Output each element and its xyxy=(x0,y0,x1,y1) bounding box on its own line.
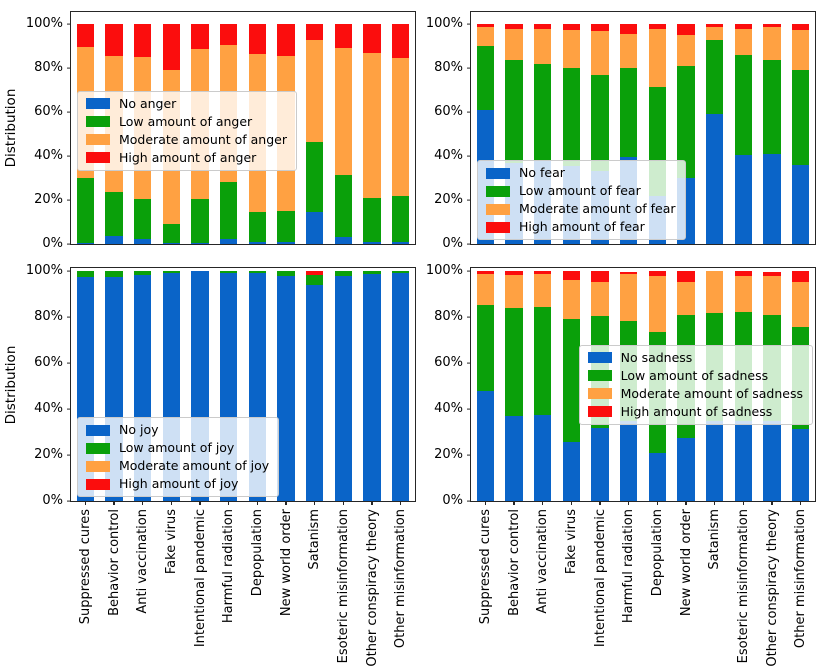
x-tick-label-anti-vaccination: Anti vaccination xyxy=(135,509,151,614)
stacked-bar xyxy=(363,24,380,244)
segment-no-joy xyxy=(306,285,323,501)
legend-entry xyxy=(86,96,287,112)
segment-no-sadness xyxy=(649,453,666,501)
y-axis-label: Distribution xyxy=(3,88,19,168)
segment-low-amount-of-fear xyxy=(591,75,608,172)
y-tick-label: 100% xyxy=(25,16,63,32)
x-tick-mark xyxy=(85,501,86,505)
bar-suppressed-cures-sadness xyxy=(471,271,500,501)
x-tick-label-intentional-pandemic: Intentional pandemic xyxy=(192,509,208,648)
x-tick-mark xyxy=(685,501,686,505)
y-tick-label: 0% xyxy=(42,493,63,508)
bar-other-misinformation-anger xyxy=(386,24,415,244)
x-tick-labels xyxy=(71,509,415,667)
x-tick-label-other-conspiracy-theory: Other conspiracy theory xyxy=(364,509,380,667)
segment-high-amount-of-anger xyxy=(134,24,151,57)
bar-other-misinformation-fear xyxy=(786,24,815,244)
x-tick-label-behavior-control: Behavior control xyxy=(106,509,122,616)
x-tick-mark xyxy=(371,501,372,505)
segment-high-amount-of-fear xyxy=(620,24,637,34)
x-tick-mark xyxy=(771,501,772,505)
x-tick-mark xyxy=(142,501,143,505)
x-tick-label-harmful-radiation: Harmful radiation xyxy=(221,509,237,624)
x-tick-mark xyxy=(228,501,229,505)
stacked-bar xyxy=(792,24,809,244)
segment-low-amount-of-anger xyxy=(163,224,180,243)
segment-high-amount-of-anger xyxy=(191,24,208,49)
legend-swatch-orange xyxy=(588,388,612,399)
legend-swatch-orange xyxy=(486,204,510,215)
x-tick-label-depopulation: Depopulation xyxy=(249,509,265,597)
legend-label: Low amount of joy xyxy=(119,440,235,455)
segment-moderate-amount-of-sadness xyxy=(620,274,637,321)
bar-satanism-joy xyxy=(300,271,329,501)
x-tick-label-harmful-radiation: Harmful radiation xyxy=(621,509,637,624)
segment-no-sadness xyxy=(763,421,780,501)
y-axis-label: Distribution xyxy=(3,345,19,424)
bar-behavior-control-sadness xyxy=(500,271,529,501)
legend-swatch-blue xyxy=(486,168,510,179)
y-tick-label: 80% xyxy=(34,60,63,76)
segment-high-amount-of-sadness xyxy=(563,271,580,279)
legend-joy xyxy=(77,417,279,497)
legend-label: No anger xyxy=(119,95,177,111)
legend-entry xyxy=(588,368,803,384)
legend-label: No joy xyxy=(119,422,159,437)
y-tick-label: 40% xyxy=(34,401,63,417)
y-tick-label: 20% xyxy=(434,447,463,463)
y-tick-label: 80% xyxy=(434,60,463,76)
segment-no-anger xyxy=(163,243,180,244)
legend-swatch-orange xyxy=(86,461,110,472)
segment-moderate-amount-of-sadness xyxy=(591,282,608,316)
bar-satanism-fear xyxy=(700,24,729,244)
bar-esoteric-misinformation-anger xyxy=(329,24,358,244)
segment-high-amount-of-fear xyxy=(677,24,694,35)
y-tick-label: 20% xyxy=(34,447,63,463)
segment-moderate-amount-of-anger xyxy=(392,58,409,195)
segment-moderate-amount-of-anger xyxy=(363,53,380,198)
legend-label: Moderate amount of anger xyxy=(119,131,287,147)
x-tick-mark xyxy=(285,501,286,505)
legend-label: Low amount of sadness xyxy=(620,367,769,383)
bar-esoteric-misinformation-fear xyxy=(729,24,758,244)
legend-swatch-green xyxy=(86,443,110,454)
segment-low-amount-of-fear xyxy=(792,70,809,165)
stacked-bar xyxy=(706,24,723,244)
subplot-anger xyxy=(3,11,416,251)
x-tick-label-satanism: Satanism xyxy=(707,509,723,570)
segment-low-amount-of-fear xyxy=(563,68,580,166)
segment-high-amount-of-anger xyxy=(163,24,180,70)
segment-no-anger xyxy=(220,239,237,244)
segment-no-joy xyxy=(392,273,409,501)
x-tick-mark xyxy=(714,501,715,505)
bar-anti-vaccination-sadness xyxy=(528,271,557,501)
segment-no-sadness xyxy=(620,421,637,501)
legend-label: Moderate amount of joy xyxy=(119,458,270,473)
stacked-bar xyxy=(477,271,494,501)
legend-entry xyxy=(486,165,676,181)
segment-no-anger xyxy=(191,243,208,244)
y-tick-label: 60% xyxy=(34,355,63,371)
stacked-bar xyxy=(563,271,580,501)
x-tick-mark xyxy=(400,501,401,505)
segment-moderate-amount-of-fear xyxy=(649,29,666,87)
segment-no-sadness xyxy=(534,415,551,501)
segment-low-amount-of-anger xyxy=(392,196,409,242)
segment-no-anger xyxy=(105,236,122,244)
legend-swatch-blue xyxy=(86,98,110,109)
stacked-bar xyxy=(392,271,409,501)
segment-high-amount-of-anger xyxy=(220,24,237,45)
legend-label: High amount of sadness xyxy=(620,403,773,419)
subplot-fear xyxy=(425,11,816,251)
segment-no-joy xyxy=(335,276,352,501)
x-tick-label-other-conspiracy-theory: Other conspiracy theory xyxy=(764,509,780,667)
segment-no-anger xyxy=(77,243,94,244)
segment-high-amount-of-anger xyxy=(335,24,352,48)
segment-low-amount-of-fear xyxy=(763,60,780,153)
segment-high-amount-of-anger xyxy=(105,24,122,56)
segment-no-joy xyxy=(363,274,380,501)
segment-low-amount-of-anger xyxy=(335,175,352,238)
legend-label: Low amount of anger xyxy=(119,113,253,129)
y-tick-label: 60% xyxy=(434,104,463,120)
legend-swatch-red xyxy=(486,222,510,233)
segment-moderate-amount-of-fear xyxy=(534,29,551,64)
x-tick-label-satanism: Satanism xyxy=(307,509,323,570)
stacked-bar xyxy=(335,24,352,244)
bar-satanism-anger xyxy=(300,24,329,244)
x-tick-label-depopulation: Depopulation xyxy=(649,509,665,597)
segment-low-amount-of-anger xyxy=(249,212,266,242)
legend-swatch-blue xyxy=(588,352,612,363)
y-tick-label: 0% xyxy=(442,236,463,251)
subplot-joy xyxy=(3,263,416,667)
segment-moderate-amount-of-sadness xyxy=(534,274,551,307)
legend-swatch-green xyxy=(588,370,612,381)
legend-entry xyxy=(86,440,269,456)
x-tick-mark xyxy=(171,501,172,505)
legend-fear xyxy=(477,160,686,240)
segment-no-sadness xyxy=(591,428,608,501)
bar-other-misinformation-joy xyxy=(386,271,415,501)
segment-high-amount-of-sadness xyxy=(591,271,608,281)
legend-entry xyxy=(486,219,676,235)
y-tick-label: 20% xyxy=(34,192,63,208)
legend-swatch-blue xyxy=(86,425,110,436)
segment-moderate-amount-of-sadness xyxy=(505,275,522,308)
legend-swatch-red xyxy=(86,479,110,490)
legend-swatch-red xyxy=(588,406,612,417)
legend-entry xyxy=(86,422,269,438)
x-tick-label-suppressed-cures: Suppressed cures xyxy=(77,509,93,625)
segment-low-amount-of-sadness xyxy=(563,319,580,443)
segment-low-amount-of-fear xyxy=(534,64,551,161)
legend-entry xyxy=(588,386,803,402)
segment-high-amount-of-anger xyxy=(277,24,294,56)
legend-swatch-red xyxy=(86,152,110,163)
stacked-bar xyxy=(505,271,522,501)
segment-no-anger xyxy=(134,239,151,244)
x-tick-mark xyxy=(657,501,658,505)
segment-no-joy xyxy=(277,276,294,501)
legend-label: No sadness xyxy=(620,349,693,365)
segment-moderate-amount-of-fear xyxy=(477,27,494,46)
x-tick-mark xyxy=(485,501,486,505)
y-tick-label: 100% xyxy=(25,263,63,279)
segment-no-fear xyxy=(792,165,809,244)
segment-high-amount-of-fear xyxy=(591,24,608,31)
x-tick-label-new-world-order: New world order xyxy=(278,509,294,617)
legend-entry xyxy=(86,114,287,130)
y-tick-label: 80% xyxy=(34,309,63,325)
segment-moderate-amount-of-fear xyxy=(620,34,637,68)
x-tick-mark xyxy=(257,501,258,505)
y-tick-label: 80% xyxy=(434,309,463,325)
x-tick-label-esoteric-misinformation: Esoteric misinformation xyxy=(335,509,351,664)
legend-label: Low amount of fear xyxy=(519,183,641,198)
segment-low-amount-of-anger xyxy=(277,211,294,242)
legend-sadness xyxy=(579,345,813,425)
x-tick-label-fake-virus: Fake virus xyxy=(163,509,179,575)
segment-no-anger xyxy=(335,237,352,244)
segment-no-sadness xyxy=(677,438,694,501)
x-ticks xyxy=(471,501,815,505)
x-tick-mark xyxy=(113,501,114,505)
x-tick-mark xyxy=(513,501,514,505)
segment-moderate-amount-of-sadness xyxy=(563,280,580,319)
stacked-bar xyxy=(763,24,780,244)
y-tick-label: 0% xyxy=(442,493,463,508)
bar-other-conspiracy-theory-fear xyxy=(758,24,787,244)
x-tick-mark xyxy=(628,501,629,505)
segment-no-fear xyxy=(735,155,752,244)
segment-no-sadness xyxy=(563,442,580,501)
x-tick-mark xyxy=(599,501,600,505)
segment-moderate-amount-of-sadness xyxy=(706,271,723,312)
segment-no-anger xyxy=(392,242,409,244)
segment-high-amount-of-sadness xyxy=(677,271,694,281)
x-tick-label-other-misinformation: Other misinformation xyxy=(393,509,409,649)
segment-low-amount-of-fear xyxy=(620,68,637,157)
segment-low-amount-of-fear xyxy=(505,60,522,162)
stacked-bar xyxy=(335,271,352,501)
segment-low-amount-of-anger xyxy=(363,198,380,242)
segment-low-amount-of-fear xyxy=(477,46,494,110)
segment-no-sadness xyxy=(505,416,522,501)
x-tick-mark xyxy=(743,501,744,505)
x-tick-label-new-world-order: New world order xyxy=(678,509,694,617)
segment-high-amount-of-sadness xyxy=(792,271,809,281)
segment-high-amount-of-anger xyxy=(363,24,380,53)
legend-entry xyxy=(86,150,287,166)
segment-moderate-amount-of-sadness xyxy=(792,282,809,327)
segment-high-amount-of-anger xyxy=(77,24,94,47)
segment-low-amount-of-sadness xyxy=(505,308,522,416)
legend-entry xyxy=(588,404,803,420)
segment-no-sadness xyxy=(477,391,494,501)
x-tick-label-intentional-pandemic: Intentional pandemic xyxy=(592,509,608,648)
segment-moderate-amount-of-fear xyxy=(677,35,694,66)
legend-label: High amount of anger xyxy=(119,149,257,165)
x-tick-mark xyxy=(542,501,543,505)
segment-high-amount-of-anger xyxy=(392,24,409,58)
segment-no-anger xyxy=(306,212,323,244)
segment-low-amount-of-anger xyxy=(306,142,323,212)
segment-moderate-amount-of-anger xyxy=(335,48,352,174)
legend-label: High amount of joy xyxy=(119,476,239,491)
y-tick-label: 40% xyxy=(34,148,63,164)
segment-low-amount-of-anger xyxy=(191,199,208,243)
bar-other-conspiracy-theory-joy xyxy=(358,271,387,501)
segment-moderate-amount-of-fear xyxy=(706,27,723,39)
legend-anger xyxy=(77,91,297,171)
segment-high-amount-of-anger xyxy=(249,24,266,54)
segment-high-amount-of-anger xyxy=(306,24,323,39)
stacked-bar xyxy=(277,271,294,501)
stacked-bar xyxy=(392,24,409,244)
subplot-sadness xyxy=(425,263,816,667)
segment-low-amount-of-anger xyxy=(77,178,94,243)
x-tick-mark xyxy=(343,501,344,505)
segment-moderate-amount-of-sadness xyxy=(763,276,780,315)
segment-no-anger xyxy=(249,242,266,244)
legend-label: Moderate amount of fear xyxy=(519,201,676,216)
segment-low-amount-of-sadness xyxy=(477,305,494,391)
x-tick-label-other-misinformation: Other misinformation xyxy=(793,509,809,649)
x-tick-label-suppressed-cures: Suppressed cures xyxy=(477,509,493,625)
y-tick-label: 20% xyxy=(434,192,463,208)
stacked-bar xyxy=(735,24,752,244)
y-tick-label: 0% xyxy=(42,236,63,251)
legend-swatch-orange xyxy=(86,134,110,145)
y-tick-label: 40% xyxy=(434,148,463,164)
segment-no-fear xyxy=(706,114,723,244)
x-tick-mark xyxy=(314,501,315,505)
segment-moderate-amount-of-sadness xyxy=(477,274,494,305)
y-tick-label: 40% xyxy=(434,401,463,417)
segment-moderate-amount-of-anger xyxy=(306,40,323,142)
y-tick-label: 100% xyxy=(425,16,463,32)
segment-no-sadness xyxy=(735,421,752,501)
segment-low-amount-of-anger xyxy=(134,199,151,239)
x-ticks xyxy=(71,501,415,505)
legend-entry xyxy=(486,201,676,217)
y-tick-label: 60% xyxy=(34,104,63,120)
legend-entry xyxy=(588,350,803,366)
stacked-bar xyxy=(363,271,380,501)
segment-moderate-amount-of-fear xyxy=(735,29,752,55)
legend-entry xyxy=(86,132,287,148)
y-tick-label: 100% xyxy=(425,263,463,279)
segment-low-amount-of-joy xyxy=(306,275,323,285)
legend-swatch-green xyxy=(86,116,110,127)
segment-no-anger xyxy=(363,242,380,244)
segment-no-fear xyxy=(763,154,780,244)
y-tick-label: 60% xyxy=(434,355,463,371)
bar-esoteric-misinformation-joy xyxy=(329,271,358,501)
segment-low-amount-of-anger xyxy=(105,192,122,236)
segment-moderate-amount-of-fear xyxy=(591,31,608,75)
x-tick-mark xyxy=(199,501,200,505)
segment-moderate-amount-of-sadness xyxy=(677,282,694,315)
segment-low-amount-of-sadness xyxy=(534,307,551,415)
segment-no-sadness xyxy=(706,421,723,501)
x-tick-label-behavior-control: Behavior control xyxy=(506,509,522,616)
segment-moderate-amount-of-sadness xyxy=(649,276,666,332)
legend-label: High amount of fear xyxy=(519,219,645,234)
legend-entry xyxy=(86,458,269,474)
x-tick-labels xyxy=(471,509,815,667)
x-tick-mark xyxy=(800,501,801,505)
stacked-bar xyxy=(534,271,551,501)
segment-no-sadness xyxy=(792,429,809,501)
segment-low-amount-of-anger xyxy=(220,182,237,238)
segment-moderate-amount-of-fear xyxy=(505,29,522,61)
segment-low-amount-of-fear xyxy=(735,55,752,155)
segment-low-amount-of-fear xyxy=(706,40,723,115)
legend-label: Moderate amount of sadness xyxy=(620,385,803,401)
x-tick-mark xyxy=(571,501,572,505)
legend-entry xyxy=(486,183,676,199)
x-tick-label-fake-virus: Fake virus xyxy=(563,509,579,575)
segment-moderate-amount-of-sadness xyxy=(735,276,752,312)
segment-moderate-amount-of-fear xyxy=(763,27,780,60)
legend-entry xyxy=(86,476,269,492)
segment-moderate-amount-of-fear xyxy=(563,30,580,68)
segment-moderate-amount-of-fear xyxy=(792,30,809,71)
x-tick-label-esoteric-misinformation: Esoteric misinformation xyxy=(735,509,751,664)
bar-other-conspiracy-theory-anger xyxy=(358,24,387,244)
x-tick-label-anti-vaccination: Anti vaccination xyxy=(535,509,551,614)
legend-label: No fear xyxy=(519,165,565,180)
segment-no-anger xyxy=(277,242,294,244)
stacked-bar xyxy=(306,24,323,244)
legend-swatch-green xyxy=(486,186,510,197)
stacked-bar xyxy=(306,271,323,501)
